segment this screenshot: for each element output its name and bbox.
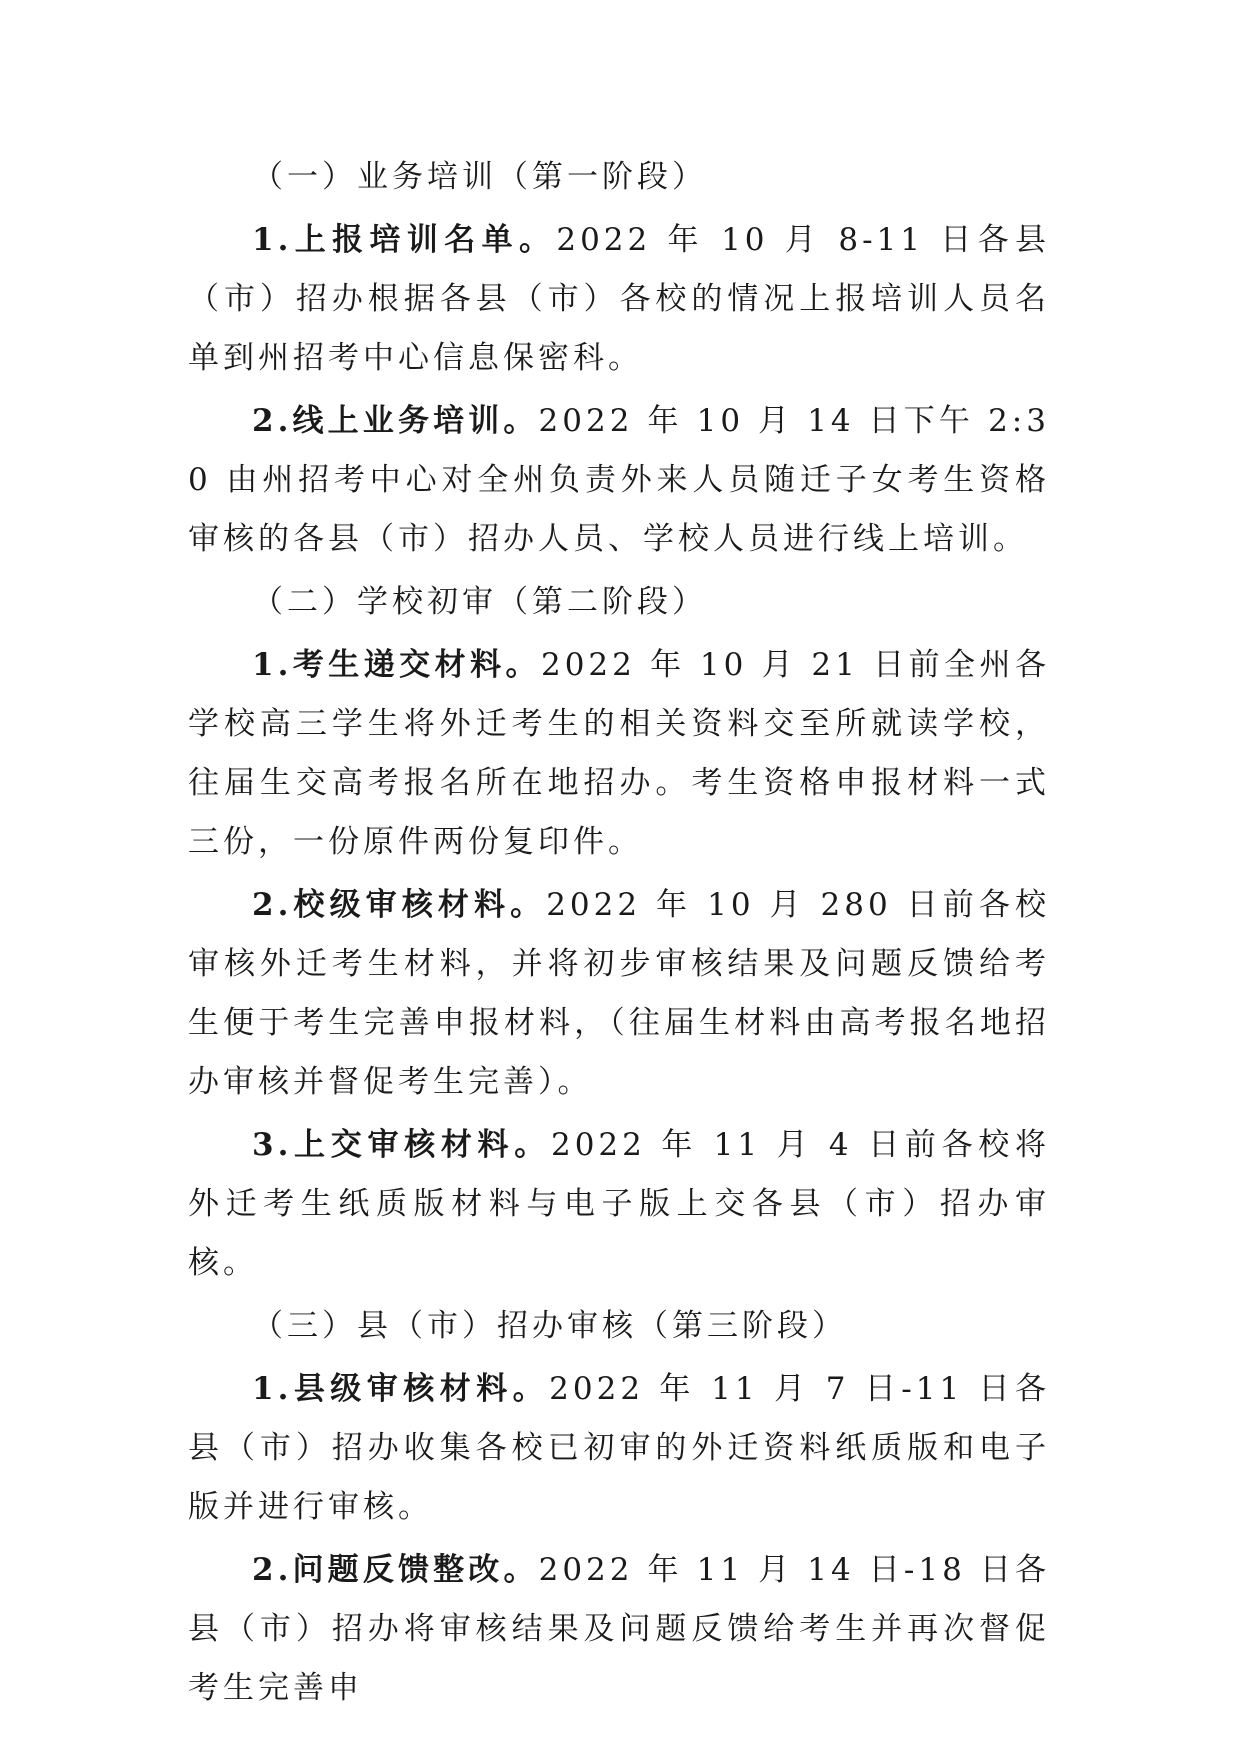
item-body: 2022 年 10 月 21 日前全州各学校高三学生将外迁考生的相关资料交至所就读学校，往届生交高考报名所在地招办。考生资格申报材料一式三份，一份原件两份复印件。	[188, 647, 1050, 860]
item-lead: 2.校级审核材料。	[252, 887, 547, 923]
item-body: 2022 年 10 月 8-11 日各县（市）招办根据各县（市）各校的情况上报培训人员名单到州招考中心信息保密科。	[188, 222, 1050, 376]
list-item	[188, 392, 1050, 569]
item-lead: 2.问题反馈整改。	[252, 1552, 539, 1588]
section-heading: （一）业务培训（第一阶段）	[252, 159, 707, 195]
list-item	[188, 211, 1050, 388]
list-item	[188, 1360, 1050, 1537]
list-item	[188, 876, 1050, 1112]
item-lead: 1.考生递交材料。	[252, 647, 541, 683]
section-heading: （三）县（市）招办审核（第三阶段）	[252, 1308, 847, 1344]
item-body: 2022 年 11 月 7 日-11 日各县（市）招办收集各校已初审的外迁资料纸质版和电子版并进行审核。	[188, 1371, 1050, 1525]
document-page	[188, 148, 1050, 1722]
section-heading: （二）学校初审（第二阶段）	[252, 584, 707, 620]
item-body: 2022 年 11 月 4 日前各校将外迁考生纸质版材料与电子版上交各县（市）招办审核。	[188, 1127, 1050, 1281]
item-lead: 2.线上业务培训。	[252, 403, 539, 439]
list-item	[188, 1116, 1050, 1293]
list-item	[188, 636, 1050, 872]
item-lead: 3.上交审核材料。	[252, 1127, 551, 1163]
item-body: 2022 年 10 月 14 日下午 2:30 由州招考中心对全州负责外来人员随迁子女考生资格审核的各县（市）招办人员、学校人员进行线上培训。	[188, 403, 1050, 557]
item-lead: 1.上报培训名单。	[252, 222, 557, 258]
item-lead: 1.县级审核材料。	[252, 1371, 550, 1407]
list-item	[188, 1541, 1050, 1718]
item-body: 2022 年 11 月 14 日-18 日各县（市）招办将审核结果及问题反馈给考生并再次督促考生完善申	[188, 1552, 1050, 1706]
item-body: 2022 年 10 月 280 日前各校审核外迁考生材料，并将初步审核结果及问题反馈给考生便于考生完善申报材料，（往届生材料由高考报名地招办审核并督促考生完善）。	[188, 887, 1050, 1100]
